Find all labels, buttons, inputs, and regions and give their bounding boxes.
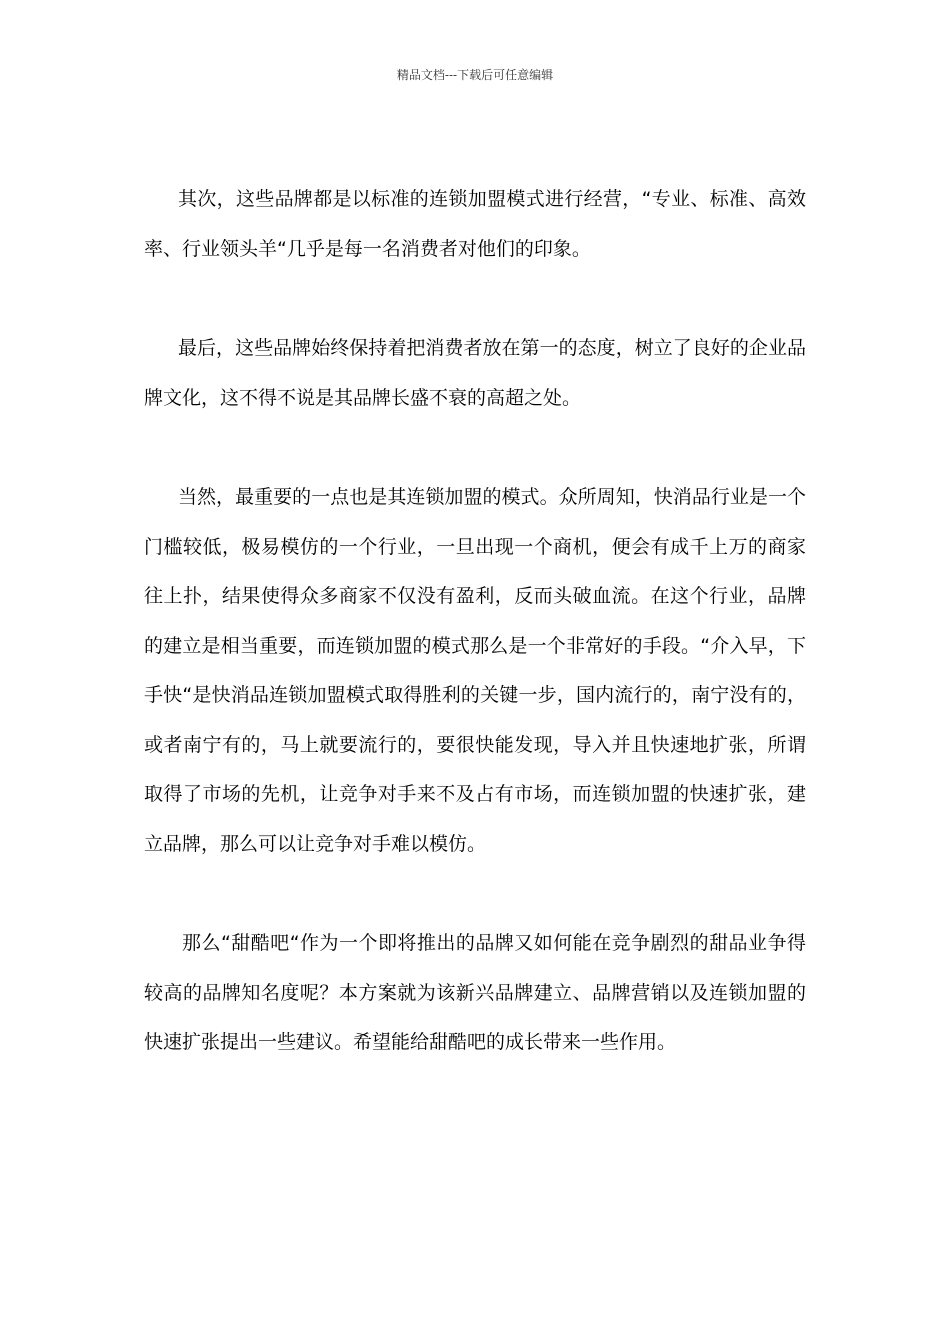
paragraph-tiankuba-proposal: 那么“甜酷吧“作为一个即将推出的品牌又如何能在竞争剧烈的甜品业争得较高的品牌知名度呢？本方案就为该新兴品牌建立、品牌营销以及连锁加盟的快速扩张提出一些建议。希望能给甜酷吧的成长带来一些作用。 [144,932,806,1053]
document-body [144,175,806,1118]
paragraph-chain-franchise-model: 当然，最重要的一点也是其连锁加盟的模式。众所周知，快消品行业是一个门槛较低，极易模仿的一个行业，一旦出现一个商机，便会有成千上万的商家往上扑，结果使得众多商家不仅没有盈利，反而头破血流。在这个行业，品牌的建立是相当重要，而连锁加盟的模式那么是一个非常好的手段。“介入早，下手快“是快消品连锁加盟模式取得胜利的关键一步，国内流行的，南宁没有的，或者南宁有的，马上就要流行的，要很快能发现，导入并且快速地扩张，所谓取得了市场的先机，让竞争对手来不及占有市场，而连锁加盟的快速扩张，建立品牌，那么可以让竞争对手难以模仿。 [144,486,806,855]
paragraph-brand-standard-chain: 其次，这些品牌都是以标准的连锁加盟模式进行经营，“专业、标准、高效率、行业领头羊“几乎是每一名消费者对他们的印象。 [144,188,806,260]
page-header: 精品文档---下载后可任意编辑 [396,68,554,82]
paragraph-brand-culture: 最后，这些品牌始终保持着把消费者放在第一的态度，树立了良好的企业品牌文化，这不得不说是其品牌长盛不衰的高超之处。 [144,337,806,409]
